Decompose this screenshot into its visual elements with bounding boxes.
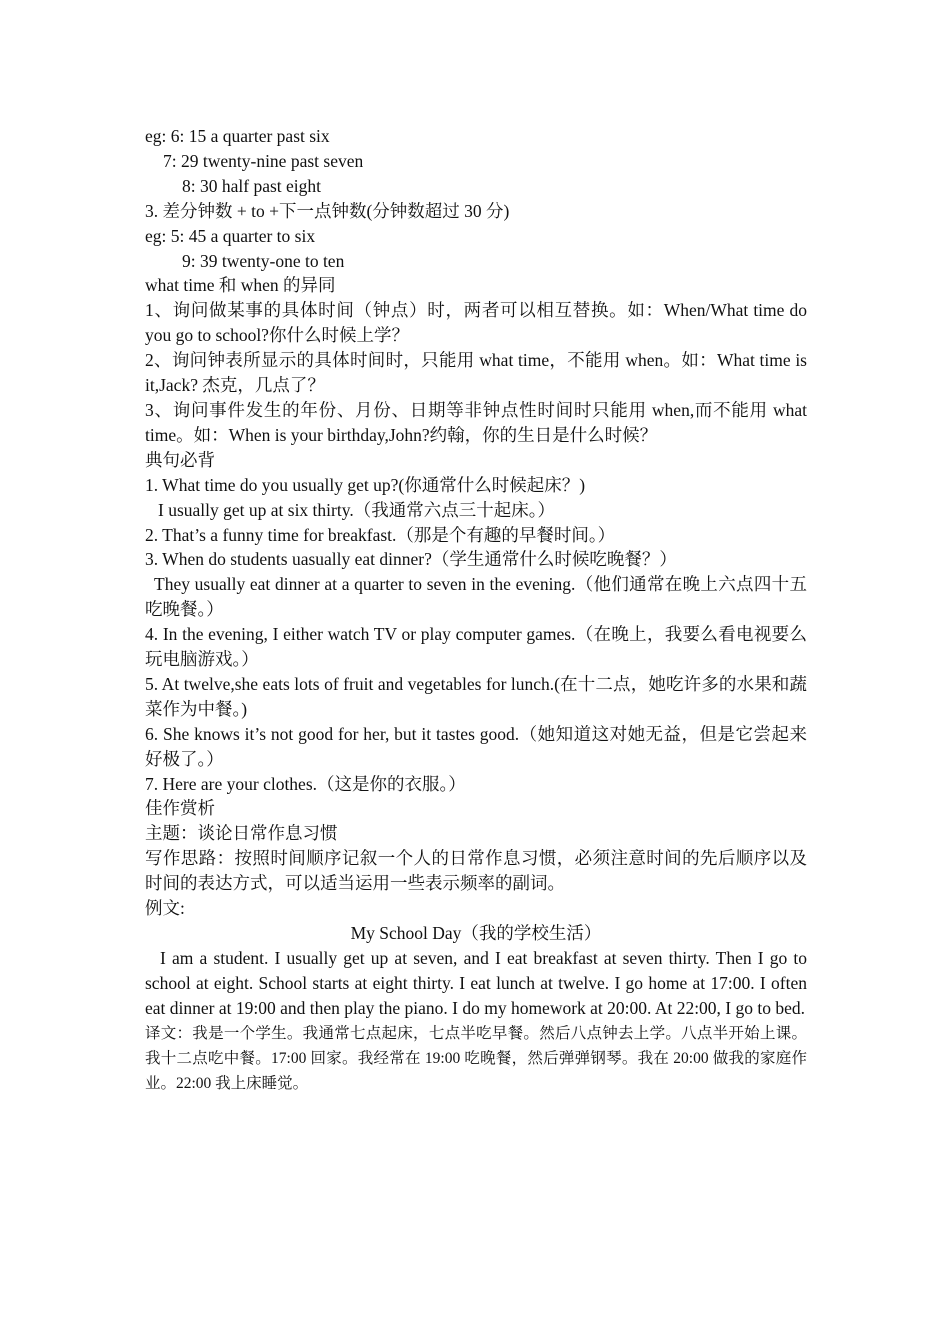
- example-line: 8: 30 half past eight: [182, 175, 322, 196]
- paragraph: 2、询问钟表所显示的具体时间时，只能用 what time，不能用 when。如：What time is it,Jack? 杰克，几点了？: [145, 350, 807, 396]
- essay-title: My School Day（我的学校生活）: [350, 923, 602, 943]
- sentence: 5. At twelve,she eats lots of fruit and vegetables for lunch.(在十二点，她吃许多的水果和蔬菜作为中餐。): [145, 673, 807, 719]
- topic-line: 主题：谈论日常作息习惯: [145, 823, 338, 844]
- section-heading: 典句必背: [145, 449, 215, 470]
- sentence: I usually get up at six thirty.（我通常六点三十起床。）: [158, 499, 555, 520]
- paragraph: 3、询问事件发生的年份、月份、日期等非钟点性时间时只能用 when,而不能用 what time。如：When is your birthday,John?约翰，你的生日是什么时候？: [145, 399, 807, 445]
- example-line: 7: 29 twenty-nine past seven: [163, 150, 364, 171]
- example-label: 例文:: [145, 898, 185, 919]
- example-line: eg: 5: 45 a quarter to six: [145, 225, 316, 246]
- sentence: 2. That’s a funny time for breakfast.（那是个有趣的早餐时间。）: [145, 524, 616, 545]
- essay-body: I am a student. I usually get up at seven, and I eat breakfast at seven thirty. Then I go to school at eight. School starts at eight thirty. I eat lunch at twelve. I go home at 17:00. I often eat dinner at 19:00 and then play the piano. I do my homework at 20:00. At 22:00, I go to bed.: [145, 947, 807, 1018]
- writing-idea: 写作思路：按照时间顺序记叙一个人的日常作息习惯，必须注意时间的先后顺序以及时间的表达方式，可以适当运用一些表示频率的副词。: [145, 848, 807, 894]
- document-page: [145, 124, 807, 1096]
- example-line: 9: 39 twenty-one to ten: [182, 250, 345, 271]
- translation: 译文：我是一个学生。我通常七点起床，七点半吃早餐。然后八点钟去上学。八点半开始上课。我十二点吃中餐。17:00 回家。我经常在 19:00 吃晚餐，然后弹弹钢琴。我在 20:00 做我的家庭作业。22:00 我上床睡觉。: [145, 1024, 807, 1092]
- example-line: eg: 6: 15 a quarter past six: [145, 126, 330, 146]
- rule-line: 3. 差分钟数 + to +下一点钟数(分钟数超过 30 分): [145, 200, 510, 221]
- section-heading: 佳作赏析: [145, 798, 215, 819]
- sentence: 1. What time do you usually get up?(你通常什么时候起床？): [145, 474, 586, 495]
- sentence: 6. She knows it’s not good for her, but it tastes good.（她知道这对她无益，但是它尝起来好极了。）: [145, 723, 807, 769]
- sentence: 4. In the evening, I either watch TV or play computer games.（在晚上，我要么看电视要么玩电脑游戏。）: [145, 624, 807, 670]
- sentence: 3. When do students uasually eat dinner?（学生通常什么时候吃晚餐？）: [145, 549, 677, 570]
- paragraph: 1、询问做某事的具体时间（钟点）时，两者可以相互替换。如：When/What time do you go to school?你什么时候上学？: [145, 300, 807, 346]
- sentence: 7. Here are your clothes.（这是你的衣服。）: [145, 773, 466, 794]
- section-heading: what time 和 when 的异同: [145, 275, 336, 296]
- sentence: They usually eat dinner at a quarter to seven in the evening.（他们通常在晚上六点四十五吃晚餐。）: [145, 574, 807, 620]
